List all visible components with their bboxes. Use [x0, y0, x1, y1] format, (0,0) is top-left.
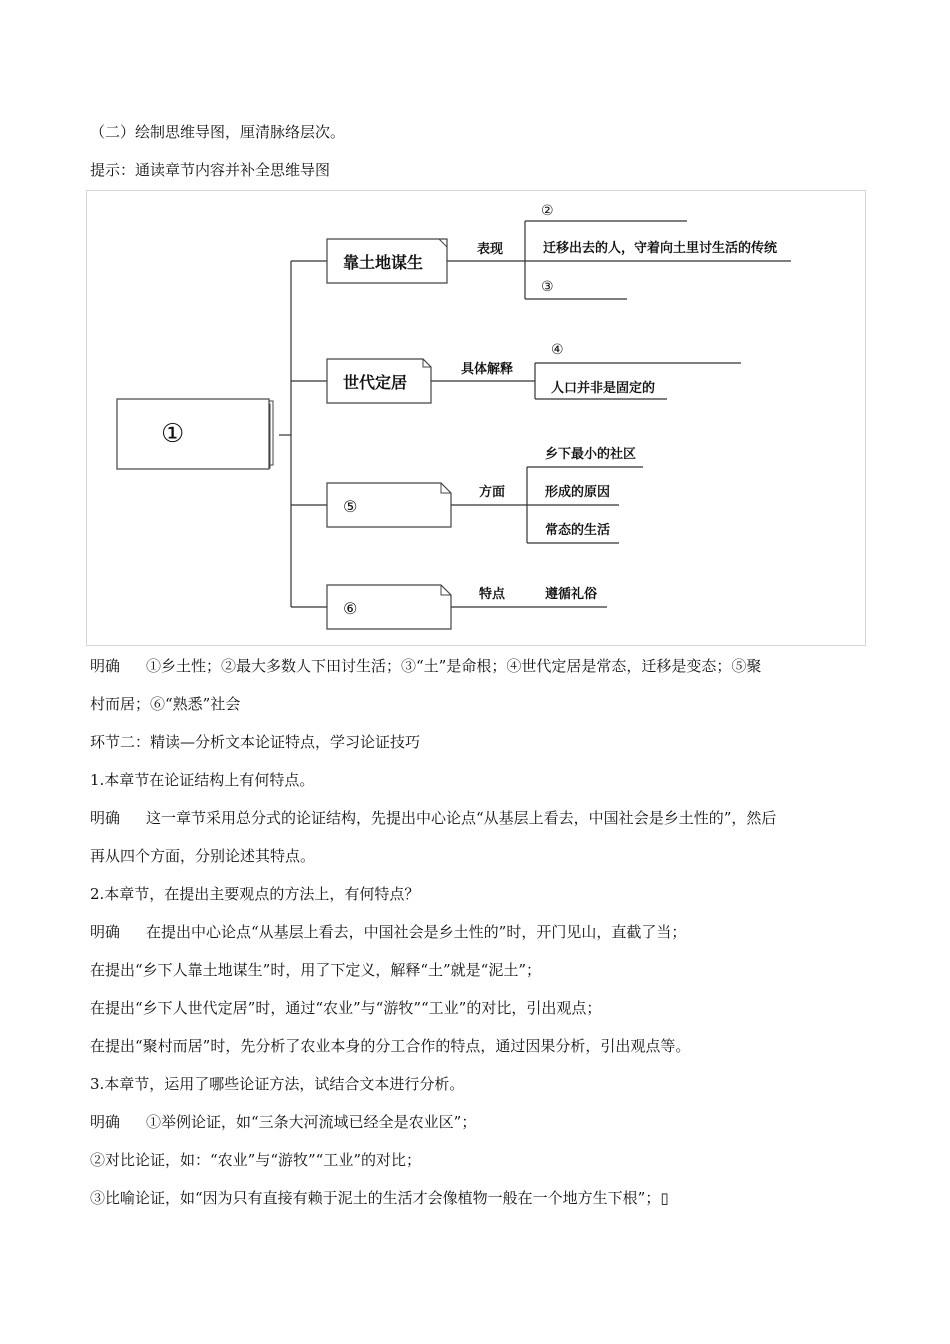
answer1-line1 — [90, 656, 761, 676]
answer-label: 明确 — [90, 923, 121, 941]
answer-text: ①举例论证，如“三条大河流域已经全是农业区”； — [146, 1113, 477, 1131]
leaf-text: 人口并非是固定的 — [551, 381, 656, 396]
answer3-line3: 在提出“乡下人世代定居”时，通过“农业”与“游牧”“工业”的对比，引出观点； — [90, 999, 602, 1017]
leaf-text: 遵循礼俗 — [545, 587, 598, 602]
leaf-text: ② — [541, 203, 554, 219]
leaf-text: ④ — [551, 342, 564, 358]
stage2-heading: 环节二：精读—分析文本论证特点，学习论证技巧 — [90, 733, 421, 751]
answer3-line4: 在提出“聚村而居”时，先分析了农业本身的分工合作的特点，通过因果分析，引出观点等。 — [90, 1037, 691, 1055]
mind-map-diagram — [86, 190, 866, 646]
answer-label: 明确 — [90, 1113, 121, 1131]
branch-node-4 — [327, 585, 451, 629]
answer-label: 明确 — [90, 657, 121, 675]
answer2-line2: 再从四个方面，分别论述其特点。 — [90, 847, 316, 865]
branch-label: 靠土地谋生 — [343, 253, 424, 272]
question-1: 1.本章节在论证结构上有何特点。 — [90, 771, 315, 789]
root-node — [117, 399, 273, 469]
relation-label: 特点 — [479, 587, 506, 602]
root-label: ① — [161, 419, 185, 449]
branch-node-3 — [327, 483, 451, 527]
answer4-line2: ②对比论证，如：“农业”与“游牧”“工业”的对比； — [90, 1151, 422, 1169]
answer4-line3: ③比喻论证，如“因为只有直接有赖于泥土的生活才会像植物一般在一个地方生下根”；▯ — [90, 1189, 669, 1207]
branch-label: ⑥ — [343, 599, 358, 618]
leaf-text: 迁移出去的人，守着向土里讨生活的传统 — [543, 241, 778, 256]
leaf-text: ③ — [541, 279, 554, 295]
relation-label: 表现 — [477, 242, 504, 257]
leaf-text: 乡下最小的社区 — [545, 447, 637, 462]
answer-text: 这一章节采用总分式的论证结构，先提出中心论点“从基层上看去，中国社会是乡土性的”，然后 — [146, 809, 777, 827]
answer-text: 在提出中心论点“从基层上看去，中国社会是乡土性的”时，开门见山，直截了当； — [146, 923, 687, 941]
branch-label: 世代定居 — [343, 373, 408, 392]
hint-text: 提示：通读章节内容并补全思维导图 — [90, 161, 331, 179]
branch-node-2 — [327, 359, 431, 403]
question-2: 2.本章节，在提出主要观点的方法上，有何特点？ — [90, 885, 420, 903]
leaf-text: 常态的生活 — [545, 523, 611, 538]
branch-node-1 — [327, 239, 447, 283]
answer3-line2: 在提出“乡下人靠土地谋生”时，用了下定义，解释“土”就是“泥土”； — [90, 961, 542, 979]
section-title: （二）绘制思维导图，厘清脉络层次。 — [90, 123, 346, 141]
answer-text: ①乡土性；②最大多数人下田讨生活；③“土”是命根；④世代定居是常态，迁移是变态；⑤聚 — [146, 657, 762, 675]
answer2-line1 — [90, 808, 776, 828]
answer1-line2: 村而居；⑥“熟悉”社会 — [90, 695, 241, 713]
relation-label: 具体解释 — [461, 362, 514, 377]
question-3: 3.本章节，运用了哪些论证方法，试结合文本进行分析。 — [90, 1075, 465, 1093]
answer3-line1 — [90, 922, 686, 942]
answer-label: 明确 — [90, 809, 121, 827]
branch-label: ⑤ — [343, 497, 358, 516]
relation-label: 方面 — [479, 485, 506, 500]
leaf-text: 形成的原因 — [545, 485, 611, 500]
answer4-line1 — [90, 1112, 476, 1132]
